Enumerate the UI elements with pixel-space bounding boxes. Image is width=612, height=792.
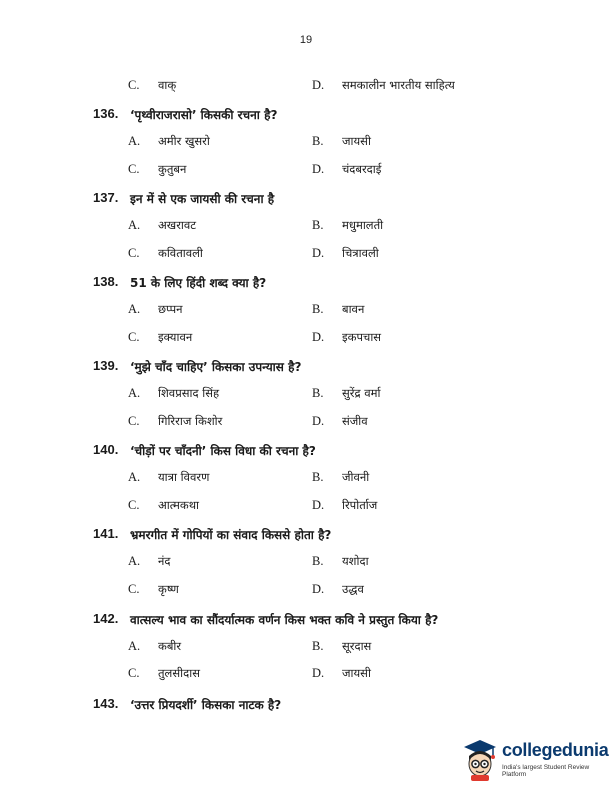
option-text: वाक् [158,78,177,92]
option-text: कृष्ण [158,582,179,596]
options-row [0,162,612,182]
option-letter: C. [128,582,140,596]
option-letter: B. [312,218,324,232]
option-letter: B. [312,639,324,653]
option-text: कबीर [158,639,182,653]
question-142 [0,611,612,631]
question-139 [0,358,612,378]
options-row [0,414,612,434]
question-number: 142. [93,611,119,626]
option-text: इकपचास [342,330,382,344]
option-text: तुलसीदास [158,666,200,680]
question-140 [0,442,612,462]
option-letter: D. [312,162,325,176]
question-number: 143. [93,696,119,711]
option-text: जायसी [342,134,371,148]
option-text: मधुमालती [342,218,384,232]
question-text: वात्सल्य भाव का सौंदर्यात्मक वर्णन किस भक्त कवि ने प्रस्तुत किया है? [130,613,439,627]
question-text: ‘मुझे चाँद चाहिए’ किसका उपन्यास है? [130,360,302,374]
mascot-icon [462,738,498,782]
option-letter: C. [128,414,140,428]
question-number: 140. [93,442,119,457]
question-143 [0,696,612,716]
option-text: शिवप्रसाद सिंह [158,386,220,400]
options-row [0,639,612,659]
option-letter: D. [312,330,325,344]
option-letter: A. [128,554,141,568]
logo-name: collegedunia [502,740,609,760]
options-row [0,470,612,490]
question-text: 51 के लिए हिंदी शब्द क्या है? [130,276,267,290]
option-letter: C. [128,162,140,176]
option-text: कवितावली [158,246,203,260]
option-letter: B. [312,386,324,400]
option-letter: D. [312,666,325,680]
option-text: बावन [342,302,365,316]
option-letter: A. [128,218,141,232]
option-letter: B. [312,554,324,568]
options-row [0,666,612,686]
options-row [0,218,612,238]
option-letter: D. [312,246,325,260]
option-letter: A. [128,639,141,653]
options-row [0,330,612,350]
option-letter: D. [312,78,325,92]
option-text: अखरावट [158,218,197,232]
option-text: चित्रावली [342,246,379,260]
option-letter: C. [128,498,140,512]
option-letter: B. [312,302,324,316]
option-text: आत्मकथा [158,498,200,512]
option-letter: A. [128,386,141,400]
options-row [0,498,612,518]
option-letter: C. [128,78,140,92]
option-text: जायसी [342,666,371,680]
page-number: 19 [299,34,313,46]
option-letter: C. [128,246,140,260]
option-letter: A. [128,302,141,316]
question-text: ‘पृथ्वीराजरासो’ किसकी रचना है? [130,108,278,122]
options-row [0,582,612,602]
carry-over-row [0,78,612,98]
option-text: संजीव [342,414,368,428]
option-letter: B. [312,470,324,484]
question-number: 141. [93,526,119,541]
option-text: सुरेंद्र वर्मा [342,386,381,400]
question-text: इन में से एक जायसी की रचना है [130,192,275,206]
option-letter: C. [128,330,140,344]
option-text: चंदबरदाई [342,162,382,176]
question-text: ‘चीड़ों पर चाँदनी’ किस विधा की रचना है? [130,444,316,458]
options-row [0,554,612,574]
option-text: गिरिराज किशोर [158,414,223,428]
question-141 [0,526,612,546]
question-text: भ्रमरगीत में गोपियों का संवाद किससे होता है? [130,528,332,542]
option-text: कुतुबन [158,162,187,176]
option-text: इक्यावन [158,330,193,344]
option-text: सूरदास [342,639,372,653]
question-number: 137. [93,190,119,205]
option-text: जीवनी [342,470,370,484]
option-text: अमीर खुसरो [158,134,210,148]
collegedunia-logo [462,736,608,786]
option-text: उद्धव [342,582,364,596]
question-text: ‘उत्तर प्रियदर्शी’ किसका नाटक है? [130,698,282,712]
question-number: 136. [93,106,119,121]
question-138 [0,274,612,294]
option-letter: D. [312,414,325,428]
option-letter: A. [128,134,141,148]
option-text: यात्रा विवरण [158,470,210,484]
option-letter: D. [312,582,325,596]
options-row [0,134,612,154]
option-letter: A. [128,470,141,484]
option-text: समकालीन भारतीय साहित्य [342,78,455,92]
question-136 [0,106,612,126]
option-text: यशोदा [342,554,369,568]
question-number: 138. [93,274,119,289]
option-text: छप्पन [158,302,183,316]
logo-tagline: India's largest Student Review Platform [502,764,590,778]
option-letter: D. [312,498,325,512]
options-row [0,386,612,406]
options-row [0,302,612,322]
question-number: 139. [93,358,119,373]
question-137 [0,190,612,210]
options-row [0,246,612,266]
option-letter: C. [128,666,140,680]
option-text: रिपोर्ताज [342,498,378,512]
option-text: नंद [158,554,171,568]
option-letter: B. [312,134,324,148]
